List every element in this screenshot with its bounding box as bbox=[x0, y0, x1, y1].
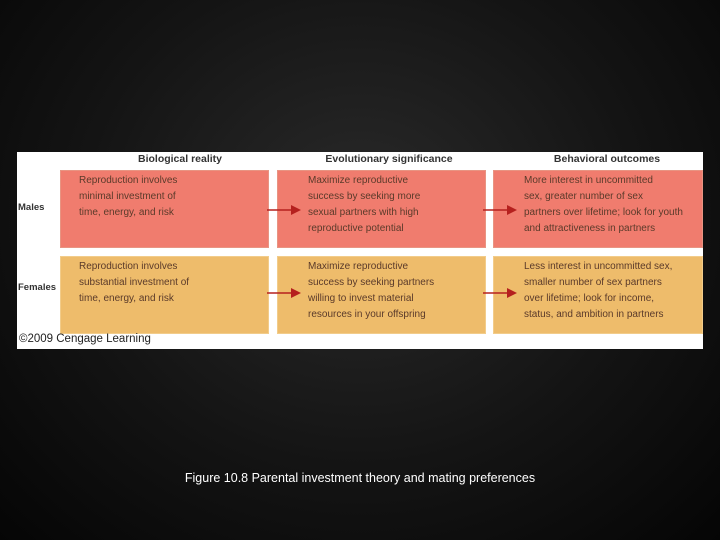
header-evolutionary-significance: Evolutionary significance bbox=[325, 153, 453, 165]
cell-line: smaller number of sex partners bbox=[524, 277, 662, 288]
cell-line: Maximize reproductive bbox=[308, 175, 409, 186]
cell-line: minimal investment of bbox=[79, 191, 176, 202]
females-evolutionary-cell bbox=[277, 256, 486, 334]
arrow-males-1-icon bbox=[267, 204, 301, 216]
arrow-males-2-icon bbox=[483, 204, 517, 216]
cell-line: sexual partners with high bbox=[308, 207, 419, 218]
cell-line: substantial investment of bbox=[79, 277, 190, 288]
cell-line: time, energy, and risk bbox=[79, 207, 174, 218]
cell-line: and attractiveness in partners bbox=[524, 223, 656, 234]
females-biological-cell bbox=[60, 256, 269, 334]
cell-line: reproductive potential bbox=[308, 223, 404, 234]
males-behavioral-cell bbox=[493, 170, 703, 248]
cell-line: Maximize reproductive bbox=[308, 261, 409, 272]
cell-line: Reproduction involves bbox=[79, 261, 178, 272]
cell-line: More interest in uncommitted bbox=[524, 175, 653, 186]
figure-panel bbox=[17, 152, 703, 349]
cell-line: sex, greater number of sex bbox=[524, 191, 643, 202]
arrow-females-1-icon bbox=[267, 287, 301, 299]
cell-line: over lifetime; look for income, bbox=[524, 293, 655, 304]
arrow-females-2-icon bbox=[483, 287, 517, 299]
row-label-males: Males bbox=[18, 202, 45, 213]
cell-line: resources in your offspring bbox=[308, 309, 426, 320]
females-behavioral-cell bbox=[493, 256, 703, 334]
males-biological-cell bbox=[60, 170, 269, 248]
cell-line: status, and ambition in partners bbox=[524, 309, 664, 320]
cell-line: success by seeking partners bbox=[308, 277, 435, 288]
cell-line: willing to invest material bbox=[308, 293, 414, 304]
cell-line: Less interest in uncommitted sex, bbox=[524, 261, 673, 272]
cell-line: partners over lifetime; look for youth bbox=[524, 207, 683, 218]
males-evolutionary-cell bbox=[277, 170, 486, 248]
cell-line: success by seeking more bbox=[308, 191, 421, 202]
copyright-credit: ©2009 Cengage Learning bbox=[19, 333, 151, 345]
cell-line: time, energy, and risk bbox=[79, 293, 174, 304]
header-biological-reality: Biological reality bbox=[137, 153, 223, 165]
row-label-females: Females bbox=[18, 282, 57, 293]
cell-line: Reproduction involves bbox=[79, 175, 178, 186]
figure-caption: Figure 10.8 Parental investment theory and mating preferences bbox=[184, 471, 536, 485]
header-behavioral-outcomes: Behavioral outcomes bbox=[553, 153, 661, 165]
